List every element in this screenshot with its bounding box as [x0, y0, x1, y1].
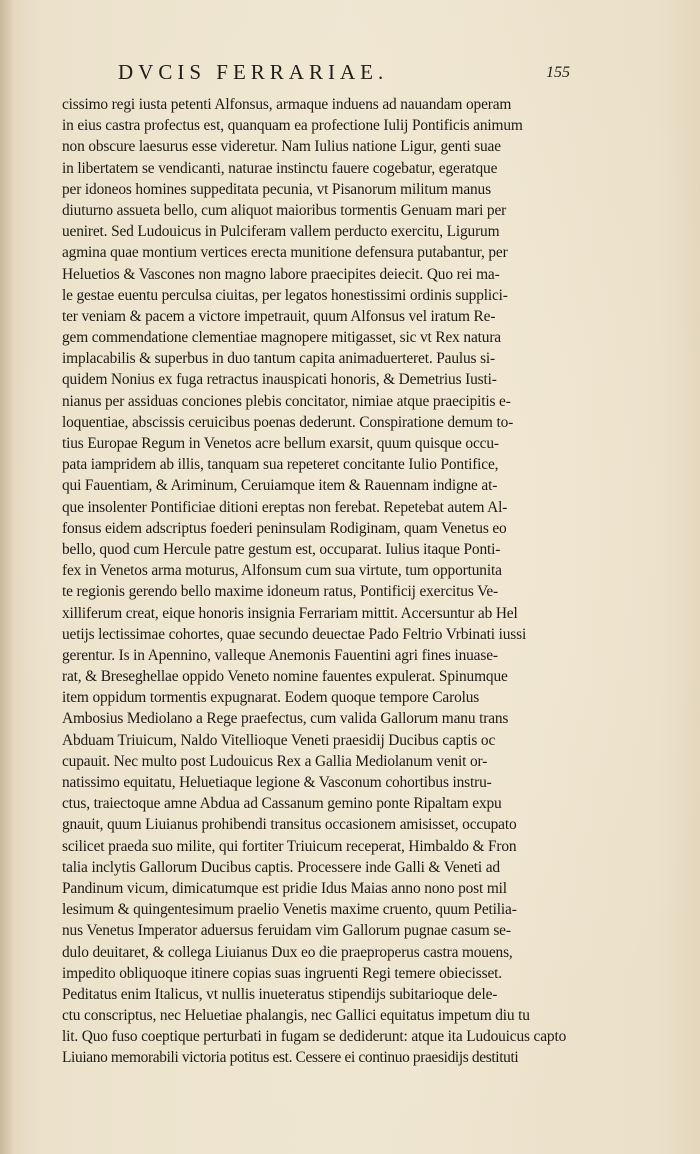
text-line: te regionis gerendo bello maxime idoneum ratus, Pontificij exercitus Ve-	[62, 583, 498, 601]
text-line: per idoneos homines suppeditata pecunia, vt Pisanorum militum manus	[62, 180, 491, 198]
text-line: que insolenter Pontificiae ditioni ereptas non ferebat. Repetebat autem Al-	[62, 498, 508, 516]
text-line: rat, & Breseghellae oppido Veneto nomine fauentes expulerat. Spinumque	[62, 668, 508, 686]
text-line: talia inclytis Gallorum Ducibus captis. Processere inde Galli & Veneti ad	[62, 858, 500, 876]
text-line: gerentur. Is in Apennino, valleque Anemonis Fauentini agri fines inuase-	[62, 646, 498, 664]
text-line: Abduam Triuicum, Naldo Vitellioque Veneti praesidij Ducibus captis oc	[62, 731, 496, 749]
text-line: natissimo equitatu, Heluetiaque legione & Vasconum cohortibus instru-	[62, 774, 492, 791]
text-line: impedito obliquoque itinere copias suas ingruenti Regi temere obiecisset.	[62, 964, 502, 982]
text-line: bello, quod cum Hercule patre gestum est, occuparat. Iulius itaque Ponti-	[62, 540, 501, 558]
text-line: Peditatus enim Italicus, vt nullis inueteratus stipendijs subitarioque dele-	[62, 985, 498, 1003]
text-line: cissimo regi iusta petenti Alfonsus, armaque induens ad nauandam operam	[62, 96, 512, 113]
text-line: nus Venetus Imperator aduersus feruidam vim Gallorum pugnae casum se-	[62, 922, 511, 940]
text-line: tius Europae Regum in Venetos acre bellum exarsit, quum quisque occu-	[62, 435, 499, 452]
text-line: xilliferum creat, eique honoris insignia Ferrariam mittit. Accersuntur ab Hel	[62, 604, 518, 622]
text-line: dulo deuitaret, & collega Liuianus Dux eo die praeproperus castra mouens,	[62, 943, 513, 961]
text-line: Ambosius Mediolano a Rege praefectus, cum valida Gallorum manu trans	[62, 710, 509, 728]
text-line: fex in Venetos arma moturus, Alfonsum cum sua virtute, tum opportunita	[62, 562, 502, 580]
text-line: ueniret. Sed Ludouicus in Pulciferam vallem perducto exercitu, Ligurum	[62, 223, 500, 241]
text-line: loquentiae, abscissis ceruicibus poenas dederunt. Conspiratione demum to-	[62, 413, 514, 431]
text-line: implacabilis & superbus in duo tantum capita animaduerteret. Paulus si-	[62, 350, 496, 368]
text-line: Liuiano memorabili victoria potitus est. Cessere ei continuo praesidijs destituti	[62, 1049, 519, 1067]
text-line: diuturno assueta bello, cum aliquot maioribus tormentis Genuam mari per	[62, 201, 507, 219]
text-line: ctu conscriptus, nec Heluetiae phalangis, nec Gallici equitatus impetum diu tu	[62, 1007, 530, 1025]
text-line: fonsus eidem adscriptus foederi peninsulam Rodiginam, quam Venetus eo	[62, 519, 507, 537]
running-title: DVCIS FERRARIAE.	[118, 60, 389, 84]
text-line: uetijs lectissimae cohortes, quae secundo deuectae Pado Feltrio Vrbinati iussi	[62, 625, 527, 643]
main-text-block	[62, 94, 572, 1069]
text-line: le gestae euentu perculsa ciuitas, per legatos honestissimi ordinis supplici-	[62, 286, 508, 304]
text-line: item oppidum tormentis expugnarat. Eodem quoque tempore Carolus	[62, 689, 480, 707]
text-line: non obscure laesurus esse videretur. Nam Iulius natione Ligur, genti suae	[62, 138, 501, 156]
text-line: Heluetios & Vascones non magno labore praecipites deiecit. Quo rei ma-	[62, 265, 500, 283]
text-line: gnauit, quum Liuianus prohibendi transitus occasionem amisisset, occupato	[62, 816, 517, 834]
text-line: in libertatem se vendicanti, naturae instinctu fauere cogebatur, egeratque	[62, 159, 498, 177]
text-line: lesimum & quingentesimum praelio Venetis maxime cruento, quum Petilia-	[62, 901, 517, 919]
text-line: quidem Nonius ex fuga retractus inauspicati honoris, & Demetrius Iusti-	[62, 371, 497, 389]
page-gutter-shadow	[0, 0, 14, 1154]
page-number: 155	[546, 64, 570, 81]
text-line: pata iampridem ab illis, tanquam sua repeteret concitante Iulio Pontifice,	[62, 456, 499, 474]
text-line: in eius castra profectus est, quanquam ea profectione Iulij Pontificis animum	[62, 117, 523, 135]
text-line: qui Fauentiam, & Ariminum, Ceruiamque item & Rauennam indigne at-	[62, 477, 498, 495]
text-line: ter veniam & pacem a victore impetrauit, quum Alfonsus vel iratum Re-	[62, 307, 496, 325]
text-line: lit. Quo fuso coeptique perturbati in fugam se dediderunt: atque ita Ludouicus capto	[62, 1028, 567, 1046]
text-line: gem commendatione clementiae magnopere mitigasset, sic vt Rex natura	[62, 329, 501, 347]
text-line: cupauit. Nec multo post Ludouicus Rex a Gallia Mediolanum venit or-	[62, 752, 488, 770]
text-line: Pandinum vicum, dimicatumque est pridie Idus Maias anno nono post mil	[62, 879, 507, 897]
text-line: agmina quae montium vertices erecta munitione defensura putabantur, per	[62, 244, 508, 262]
text-line: nianus per assiduas conciones plebis concitator, nimiae atque praecipitis e-	[62, 392, 511, 410]
text-line: scilicet praeda suo milite, qui fortiter Triuicum receperat, Himbaldo & Fron	[62, 837, 517, 855]
text-line: ctus, traiectoque amne Abdua ad Cassanum gemino ponte Ripaltam expu	[62, 795, 502, 813]
